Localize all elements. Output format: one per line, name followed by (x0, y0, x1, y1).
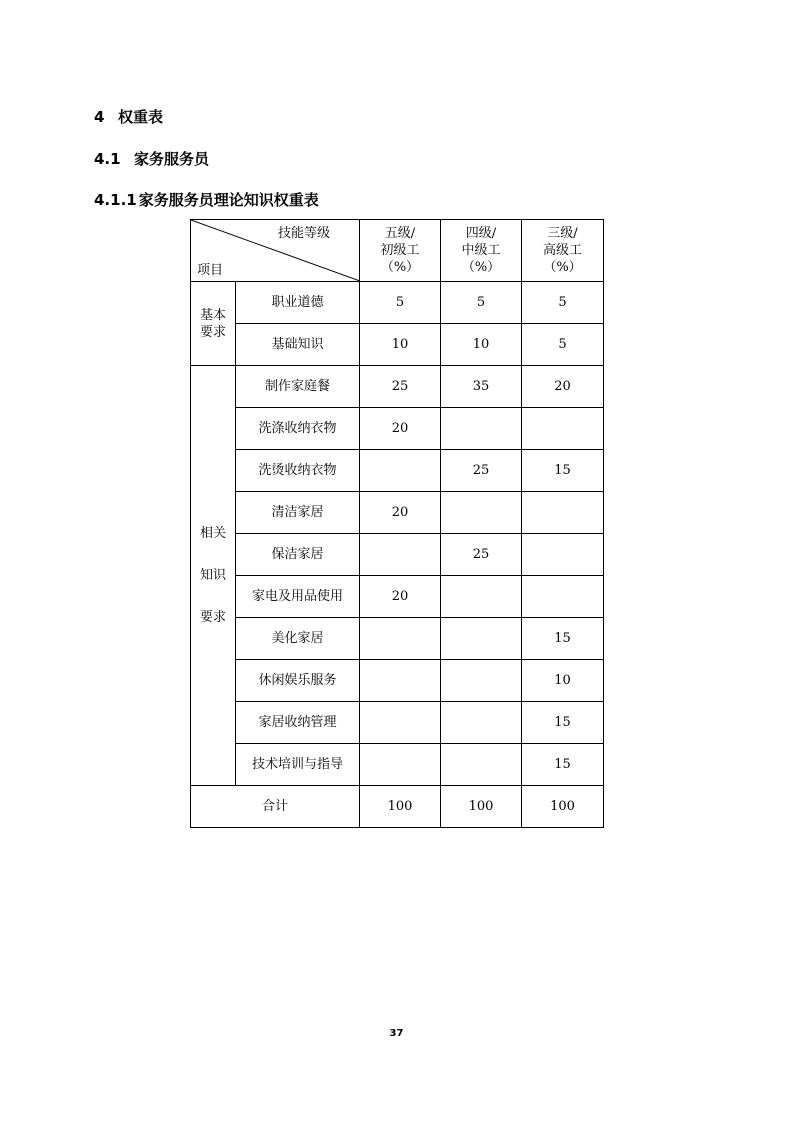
page-number: 37 (389, 1028, 404, 1039)
table-row (191, 576, 604, 618)
weight-cell (522, 492, 604, 534)
item-name: 家电及用品使用 (236, 576, 360, 618)
level-header-5 (360, 220, 441, 282)
level-unit: （%） (461, 260, 501, 275)
weight-cell (441, 660, 522, 702)
item-name: 基础知识 (236, 324, 360, 366)
weight-cell: 5 (441, 282, 522, 324)
level-title: 初级工 (380, 243, 420, 258)
level-title: 中级工 (461, 243, 501, 258)
table-row (191, 660, 604, 702)
weight-cell: 35 (441, 366, 522, 408)
table-row (191, 702, 604, 744)
category-basic (191, 282, 236, 366)
weight-cell: 20 (360, 576, 441, 618)
table-row (191, 324, 604, 366)
item-name: 家居收纳管理 (236, 702, 360, 744)
level-unit: （%） (543, 260, 582, 275)
category-related (191, 366, 236, 786)
section-title: 权重表 (118, 108, 164, 126)
item-name: 保洁家居 (236, 534, 360, 576)
section-heading-4 (94, 106, 163, 127)
total-row (191, 786, 604, 828)
item-name: 技术培训与指导 (236, 744, 360, 786)
table-header-row (191, 220, 604, 282)
weight-cell (441, 744, 522, 786)
level-title: 高级工 (542, 243, 582, 258)
level-header-3 (522, 220, 604, 282)
weight-cell: 25 (441, 450, 522, 492)
weight-cell: 15 (522, 450, 604, 492)
weight-cell (441, 618, 522, 660)
weight-cell (441, 408, 522, 450)
total-label: 合计 (191, 786, 360, 828)
category-label: 要求 (199, 609, 226, 625)
item-name: 休闲娱乐服务 (236, 660, 360, 702)
section-title: 家务服务员 (134, 150, 210, 168)
weight-table (190, 219, 604, 828)
total-cell: 100 (441, 786, 522, 828)
section-number: 4.1.1 (94, 191, 137, 209)
weight-cell: 10 (360, 324, 441, 366)
item-label: 项目 (197, 263, 224, 278)
section-title: 家务服务员理论知识权重表 (138, 191, 319, 209)
item-name: 清洁家居 (236, 492, 360, 534)
category-label: 知识 (199, 567, 226, 583)
category-label: 基本 (199, 307, 226, 323)
weight-cell: 25 (441, 534, 522, 576)
weight-cell (360, 618, 441, 660)
weight-cell (360, 534, 441, 576)
weight-cell: 5 (522, 282, 604, 324)
table-row (191, 282, 604, 324)
category-label: 相关 (199, 525, 226, 541)
total-cell: 100 (360, 786, 441, 828)
table-row (191, 408, 604, 450)
weight-cell: 15 (522, 618, 604, 660)
weight-cell (360, 660, 441, 702)
weight-cell: 20 (360, 408, 441, 450)
weight-cell (360, 450, 441, 492)
table-row (191, 534, 604, 576)
item-name: 职业道德 (236, 282, 360, 324)
level-name: 四级/ (465, 226, 497, 241)
weight-cell: 25 (360, 366, 441, 408)
level-name: 五级/ (384, 226, 416, 241)
section-heading-4-1 (94, 148, 209, 169)
weight-cell (360, 744, 441, 786)
category-label: 要求 (199, 324, 226, 340)
weight-cell: 15 (522, 744, 604, 786)
item-name: 洗烫收纳衣物 (236, 450, 360, 492)
weight-cell: 20 (522, 366, 604, 408)
level-name: 三级/ (547, 226, 578, 241)
item-name: 洗涤收纳衣物 (236, 408, 360, 450)
weight-cell: 5 (360, 282, 441, 324)
weight-cell: 20 (360, 492, 441, 534)
level-header-4 (441, 220, 522, 282)
table-row (191, 492, 604, 534)
weight-cell (522, 534, 604, 576)
weight-cell (360, 702, 441, 744)
total-cell: 100 (522, 786, 604, 828)
weight-cell: 5 (522, 324, 604, 366)
section-heading-4-1-1 (94, 189, 319, 210)
weight-cell (522, 576, 604, 618)
section-number: 4.1 (94, 150, 121, 168)
item-name: 美化家居 (236, 618, 360, 660)
diagonal-header-cell (191, 220, 360, 282)
table-row (191, 618, 604, 660)
item-name: 制作家庭餐 (236, 366, 360, 408)
weight-cell (441, 576, 522, 618)
weight-cell (441, 492, 522, 534)
skill-level-label: 技能等级 (278, 226, 331, 241)
level-unit: （%） (380, 260, 420, 275)
weight-cell (522, 408, 604, 450)
weight-cell (441, 702, 522, 744)
weight-cell: 10 (522, 660, 604, 702)
section-number: 4 (94, 108, 105, 126)
weight-cell: 15 (522, 702, 604, 744)
weight-cell: 10 (441, 324, 522, 366)
table-row (191, 366, 604, 408)
table-row (191, 450, 604, 492)
table-row (191, 744, 604, 786)
